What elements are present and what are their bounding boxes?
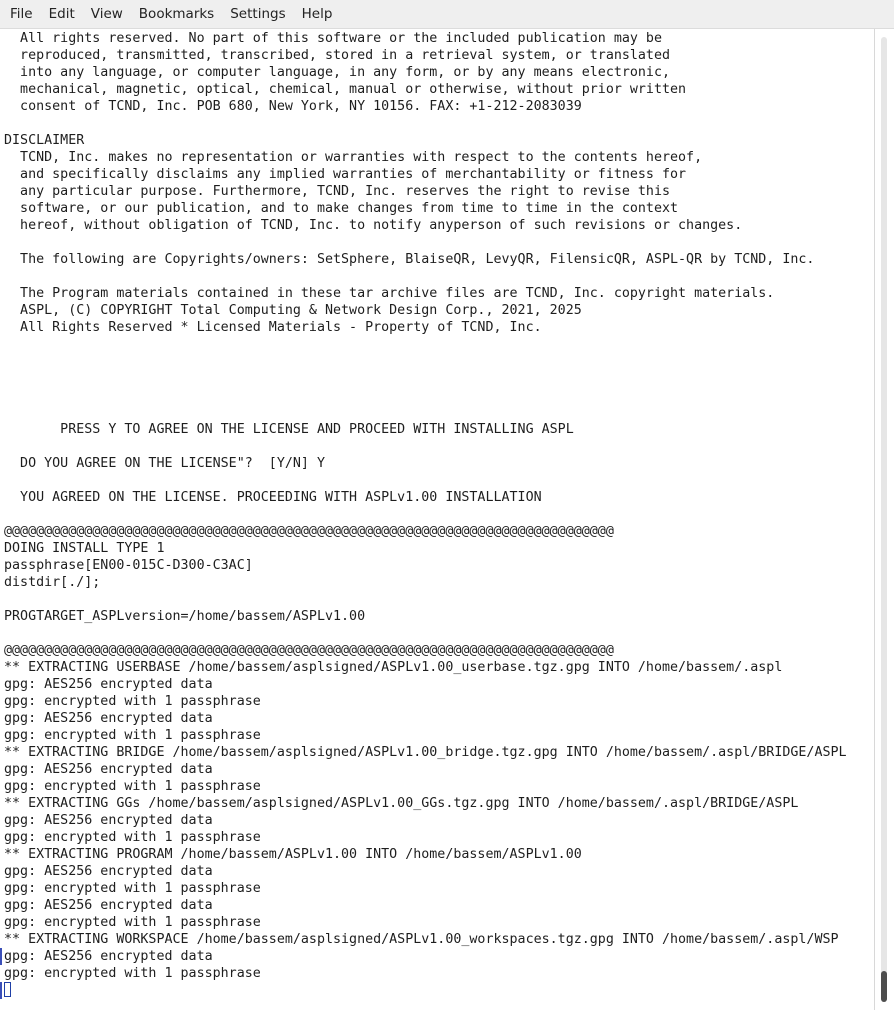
terminal-line: gpg: AES256 encrypted data (4, 711, 213, 726)
terminal-line: gpg: encrypted with 1 passphrase (4, 779, 261, 794)
terminal-line: ** EXTRACTING WORKSPACE /home/bassem/asplsigned/ASPLv1.00_workspaces.tgz.gpg INTO /home/bassem/.aspl/WSP (4, 932, 839, 947)
terminal-output-area[interactable] (0, 29, 875, 1010)
menu-edit[interactable]: Edit (48, 5, 75, 22)
terminal-line: mechanical, magnetic, optical, chemical, manual or otherwise, without prior written (4, 82, 687, 97)
terminal-line: All rights reserved. No part of this software or the included publication may be (4, 31, 662, 46)
terminal-line (4, 336, 847, 353)
terminal-line (4, 438, 847, 455)
terminal-line: The Program materials contained in these tar archive files are TCND, Inc. copyright materials. (4, 286, 775, 301)
terminal-line: TCND, Inc. makes no representation or warranties with respect to the contents hereof, (4, 150, 703, 165)
terminal-line: gpg: encrypted with 1 passphrase (4, 915, 261, 930)
menu-help[interactable]: Help (301, 5, 333, 22)
terminal-line: @@@@@@@@@@@@@@@@@@@@@@@@@@@@@@@@@@@@@@@@@@@@@@@@@@@@@@@@@@@@@@@@@@@@@@@@@@@@ (4, 643, 614, 658)
terminal-line: gpg: encrypted with 1 passphrase (4, 694, 261, 709)
terminal-line: DO YOU AGREE ON THE LICENSE"? [Y/N] Y (4, 456, 325, 471)
terminal-line: DOING INSTALL TYPE 1 (4, 541, 165, 556)
terminal-line: gpg: AES256 encrypted data (4, 813, 213, 828)
terminal-line (4, 115, 847, 132)
terminal-line (4, 353, 847, 370)
terminal-line (4, 625, 847, 642)
terminal-line (4, 387, 847, 404)
menu-settings[interactable]: Settings (230, 5, 286, 22)
terminal-line: any particular purpose. Furthermore, TCND, Inc. reserves the right to revise this (4, 184, 671, 199)
terminal-line: DISCLAIMER (4, 133, 85, 148)
terminal-line: gpg: AES256 encrypted data (4, 949, 213, 964)
terminal-line: gpg: encrypted with 1 passphrase (4, 728, 261, 743)
terminal-line (4, 472, 847, 489)
terminal-line: ASPL, (C) COPYRIGHT Total Computing & Network Design Corp., 2021, 2025 (4, 303, 582, 318)
terminal-line: hereof, without obligation of TCND, Inc. to notify anyperson of such revisions or changes. (4, 218, 743, 233)
scrollbar-track[interactable] (881, 37, 887, 1002)
menu-bar (0, 0, 894, 29)
terminal-line: gpg: encrypted with 1 passphrase (4, 830, 261, 845)
terminal-line: All Rights Reserved * Licensed Materials - Property of TCND, Inc. (4, 320, 542, 335)
terminal-line: software, or our publication, and to make changes from time to time in the context (4, 201, 679, 216)
terminal-line: gpg: encrypted with 1 passphrase (4, 881, 261, 896)
terminal-line (4, 268, 847, 285)
terminal-line: reproduced, transmitted, transcribed, stored in a retrieval system, or translated (4, 48, 671, 63)
terminal-line: gpg: AES256 encrypted data (4, 762, 213, 777)
terminal-screen (4, 30, 847, 999)
terminal-line: and specifically disclaims any implied warranties of merchantability or fitness for (4, 167, 687, 182)
text-cursor (4, 982, 11, 997)
menu-file[interactable]: File (10, 5, 33, 22)
terminal-line: YOU AGREED ON THE LICENSE. PROCEEDING WITH ASPLv1.00 INSTALLATION (4, 490, 542, 505)
terminal-line: gpg: AES256 encrypted data (4, 864, 213, 879)
terminal-line: ** EXTRACTING BRIDGE /home/bassem/asplsigned/ASPLv1.00_bridge.tgz.gpg INTO /home/bassem/.aspl/BRIDGE/ASPL (4, 745, 847, 760)
terminal-line: gpg: encrypted with 1 passphrase (4, 966, 261, 981)
terminal-line (4, 234, 847, 251)
terminal-line: distdir[./]; (4, 575, 101, 590)
terminal-line: consent of TCND, Inc. POB 680, New York, NY 10156. FAX: +1-212-2083039 (4, 99, 582, 114)
terminal-line: @@@@@@@@@@@@@@@@@@@@@@@@@@@@@@@@@@@@@@@@@@@@@@@@@@@@@@@@@@@@@@@@@@@@@@@@@@@@ (4, 524, 614, 539)
terminal-line: PRESS Y TO AGREE ON THE LICENSE AND PROCEED WITH INSTALLING ASPL (4, 422, 574, 437)
terminal-prompt-line (4, 982, 847, 999)
menu-bookmarks[interactable]: Bookmarks (138, 5, 215, 22)
line-marker (0, 982, 2, 999)
terminal-line: gpg: AES256 encrypted data (4, 898, 213, 913)
terminal-line (4, 370, 847, 387)
terminal-line: gpg: AES256 encrypted data (4, 677, 213, 692)
terminal-line: into any language, or computer language, in any form, or by any means electronic, (4, 65, 671, 80)
menu-view[interactable]: View (90, 5, 123, 22)
vertical-scrollbar[interactable] (875, 29, 894, 1010)
terminal-line (4, 506, 847, 523)
scrollbar-thumb[interactable] (881, 971, 887, 1002)
terminal-line: passphrase[EN00-015C-D300-C3AC] (4, 558, 253, 573)
terminal-line: ** EXTRACTING GGs /home/bassem/asplsigned/ASPLv1.00_GGs.tgz.gpg INTO /home/bassem/.aspl/BRIDGE/ASPL (4, 796, 799, 811)
terminal-line: PROGTARGET_ASPLversion=/home/bassem/ASPLv1.00 (4, 609, 366, 624)
terminal-line: ** EXTRACTING PROGRAM /home/bassem/ASPLv1.00 INTO /home/bassem/ASPLv1.00 (4, 847, 582, 862)
terminal-line (4, 591, 847, 608)
line-marker (0, 948, 2, 965)
terminal-line (4, 404, 847, 421)
terminal-line: The following are Copyrights/owners: SetSphere, BlaiseQR, LevyQR, FilensicQR, ASPL-QR by TCND, Inc. (4, 252, 815, 267)
terminal-line: ** EXTRACTING USERBASE /home/bassem/asplsigned/ASPLv1.00_userbase.tgz.gpg INTO /home/bassem/.aspl (4, 660, 783, 675)
